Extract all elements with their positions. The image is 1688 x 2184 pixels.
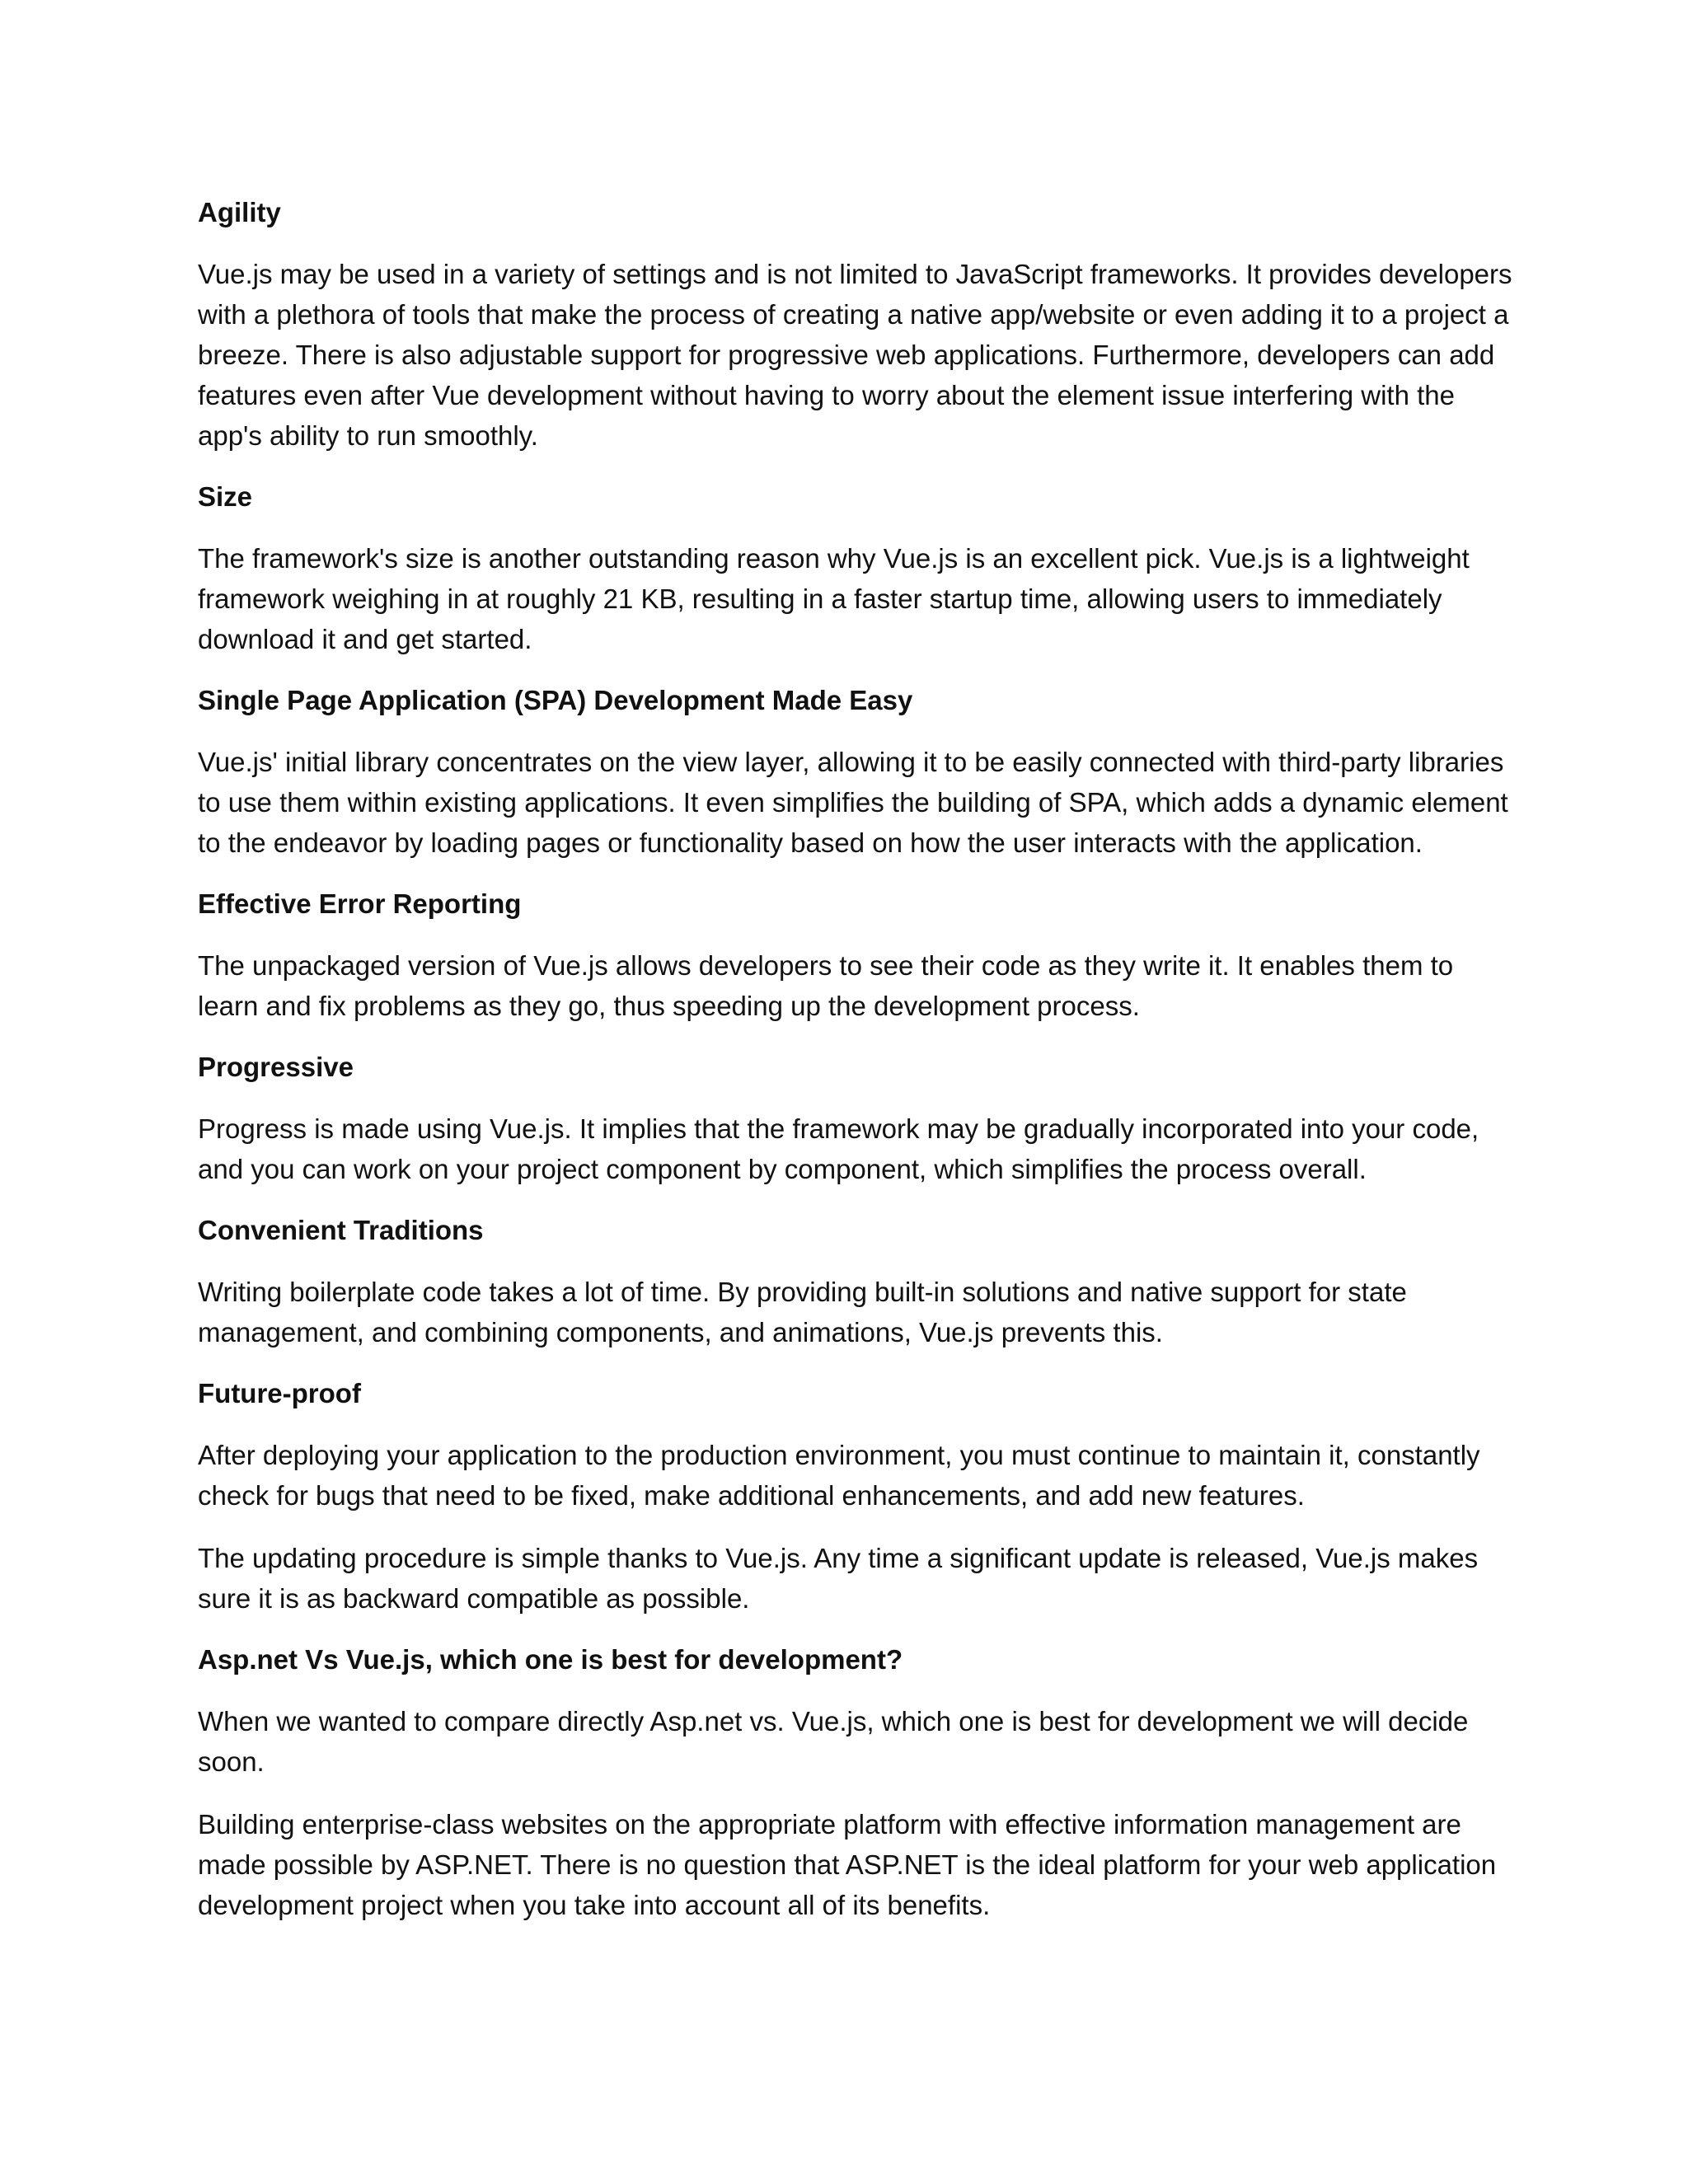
section-paragraph: The updating procedure is simple thanks to Vue.js. Any time a significant update is released, Vue.js makes sure it is as backward compatible as possible.	[198, 1543, 1479, 1614]
section-size	[198, 478, 1517, 659]
section-paragraph: After deploying your application to the production environment, you must continue to maintain it, constantly check for bugs that need to be fixed, make additional enhancements, and add new features.	[198, 1440, 1480, 1511]
section-heading: Progressive	[198, 1052, 354, 1082]
section-spa	[198, 682, 1517, 863]
section-heading: Effective Error Reporting	[198, 888, 522, 919]
section-future-proof	[198, 1375, 1517, 1619]
section-paragraph: The framework's size is another outstanding reason why Vue.js is an excellent pick. Vue.js is a lightweight framework weighing in at roughly 21 KB, resulting in a faster startup time, allowing users to immediately download it and get started.	[198, 543, 1470, 654]
section-agility	[198, 194, 1517, 456]
section-error-reporting	[198, 885, 1517, 1026]
section-paragraph: Vue.js may be used in a variety of settings and is not limited to JavaScript frameworks. It provides developers with a plethora of tools that make the process of creating a native app/website or even adding it to a project a breeze. There is also adjustable support for progressive web applications. Furthermore, developers can add features even after Vue development without having to worry about the element issue interfering with the app's ability to run smoothly.	[198, 259, 1512, 451]
section-heading: Convenient Traditions	[198, 1215, 484, 1245]
section-paragraph: Building enterprise-class websites on the appropriate platform with effective information management are made possible by ASP.NET. There is no question that ASP.NET is the ideal platform for your web application development project when you take into account all of its benefits.	[198, 1809, 1497, 1920]
section-paragraph: Writing boilerplate code takes a lot of time. By providing built-in solutions and native support for state management, and combining components, and animations, Vue.js prevents this.	[198, 1277, 1407, 1347]
section-paragraph: Progress is made using Vue.js. It implies that the framework may be gradually incorporated into your code, and you can work on your project component by component, which simplifies the process overall.	[198, 1113, 1479, 1184]
section-heading: Size	[198, 481, 253, 512]
document-body	[198, 194, 1517, 1947]
section-progressive	[198, 1048, 1517, 1189]
section-paragraph: When we wanted to compare directly Asp.net vs. Vue.js, which one is best for development we will decide soon.	[198, 1706, 1469, 1777]
section-heading: Single Page Application (SPA) Development Made Easy	[198, 685, 913, 715]
section-paragraph: Vue.js' initial library concentrates on the view layer, allowing it to be easily connected with third-party libraries to use them within existing applications. It even simplifies the building of SPA, which adds a dynamic element to the endeavor by loading pages or functionality based on how the user interacts with the application.	[198, 747, 1508, 858]
section-heading: Agility	[198, 197, 281, 227]
section-heading: Asp.net Vs Vue.js, which one is best for development?	[198, 1644, 903, 1675]
section-paragraph: The unpackaged version of Vue.js allows developers to see their code as they write it. It enables them to learn and fix problems as they go, thus speeding up the development process.	[198, 950, 1454, 1021]
section-conventions	[198, 1212, 1517, 1352]
section-asp-vs-vue	[198, 1641, 1517, 1925]
section-heading: Future-proof	[198, 1378, 361, 1408]
